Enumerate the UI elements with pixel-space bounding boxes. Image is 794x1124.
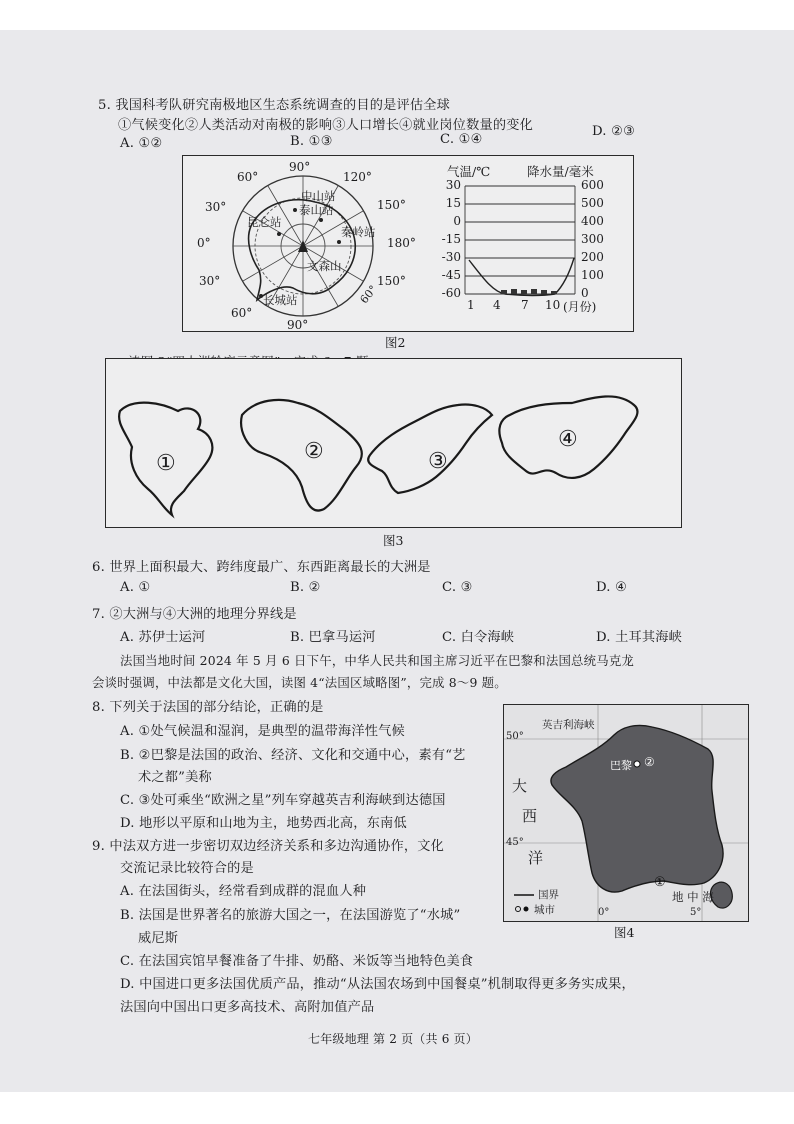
paris-label: 巴黎 <box>610 759 632 772</box>
map-lon-label: 150° <box>377 274 406 288</box>
q6-option-d: D. ④ <box>596 580 628 595</box>
figure-3-caption: 图3 <box>383 533 404 548</box>
q5-items: ①气候变化②人类活动对南极的影响③人口增长④就业岗位数量的变化 <box>118 118 534 133</box>
month-tick: 4 <box>493 298 501 312</box>
page-footer: 七年级地理 第 2 页（共 6 页） <box>308 1032 478 1046</box>
lat-50-label: 50° <box>506 731 524 742</box>
map-lon-label: 0° <box>197 236 211 250</box>
month-tick: 7 <box>521 298 529 312</box>
q5-option-a: A. ①② <box>120 136 163 151</box>
precip-tick: 600 <box>581 178 604 192</box>
q5-option-c: C. ①④ <box>440 132 483 147</box>
temp-tick: -60 <box>441 286 461 300</box>
month-tick: 1 <box>467 298 475 312</box>
temp-tick: -30 <box>441 250 461 264</box>
q8-option-d: D. 地形以平原和山地为主，地势西北高，东南低 <box>120 816 407 831</box>
q6-option-b: B. ② <box>290 580 321 595</box>
marker-2: ② <box>644 755 655 769</box>
continent-label-1: ① <box>156 451 176 476</box>
map-lon-label: 150° <box>377 198 406 212</box>
lat-45-label: 45° <box>506 837 524 848</box>
map-lon-label: 60° <box>237 170 259 184</box>
q9-option-c: C. 在法国宾馆早餐准备了牛排、奶酪、米饭等当地特色美食 <box>120 954 474 969</box>
english-channel-label: 英吉利海峡 <box>542 719 595 731</box>
continents-outline <box>106 359 681 527</box>
q5-option-b: B. ①③ <box>290 134 333 149</box>
map-lon-label: 60° <box>357 282 380 307</box>
temp-tick: -45 <box>441 268 461 282</box>
q6-option-c: C. ③ <box>442 580 473 595</box>
q9-option-a: A. 在法国街头，经常看到成群的混血人种 <box>120 884 367 899</box>
lon-5-label: 5° <box>690 907 702 918</box>
passage-line-1: 法国当地时间 2024 年 5 月 6 日下午，中华人民共和国主席习近平在巴黎和法国总统马克龙 <box>120 653 635 668</box>
station-changcheng: 长城站 <box>263 293 298 307</box>
figure-3 <box>105 358 682 528</box>
q9-option-b: B. 法国是世界著名的旅游大国之一，在法国游览了“水城” <box>120 908 461 923</box>
station-kunlun: 昆仑站 <box>247 215 282 229</box>
passage-line-2: 会谈时强调，中法都是文化大国，读图 4“法国区域略图”，完成 8～9 题。 <box>92 675 507 690</box>
legend-border-label: 国界 <box>538 889 559 901</box>
ocean-label-1: 大 <box>512 777 528 795</box>
q9-option-b-cont: 威尼斯 <box>138 931 179 946</box>
legend-city-label: 城市 <box>534 904 555 916</box>
temp-tick: 30 <box>445 178 461 192</box>
q7-option-c: C. 白令海峡 <box>442 630 515 645</box>
temp-tick: 15 <box>445 196 461 210</box>
figure-4-caption: 图4 <box>614 925 635 940</box>
precip-tick: 200 <box>581 250 604 264</box>
precip-tick: 100 <box>581 268 604 282</box>
precip-tick: 0 <box>581 286 589 300</box>
q7-stem: 7. ②大洲与④大洲的地理分界线是 <box>92 607 297 622</box>
temp-tick: 0 <box>453 214 461 228</box>
figure-2-caption: 图2 <box>385 335 406 350</box>
station-zhongshan: 中山站 <box>301 189 336 203</box>
lon-0-label: 0° <box>598 907 610 918</box>
temp-tick: -15 <box>441 232 461 246</box>
map-lon-label: 90° <box>289 160 311 174</box>
q9-stem: 9. 中法双方进一步密切双边经济关系和多边沟通协作，文化 <box>92 839 445 854</box>
figure-2 <box>182 155 634 332</box>
ocean-label-2: 西 <box>522 807 538 825</box>
map-lon-label: 180° <box>387 236 416 250</box>
mediterranean-label: 地 中 海 <box>672 890 714 904</box>
continent-label-3: ③ <box>428 449 448 474</box>
q6-stem: 6. 世界上面积最大、跨纬度最广、东西距离最长的大洲是 <box>92 560 431 575</box>
temp-axis-title: 气温/℃ <box>447 164 491 179</box>
q5-stem: 5. 我国科考队研究南极地区生态系统调查的目的是评估全球 <box>98 98 451 113</box>
q7-option-b: B. 巴拿马运河 <box>290 630 376 645</box>
station-taishan: 泰山站 <box>299 203 334 217</box>
map-lon-label: 120° <box>343 170 372 184</box>
q6-option-a: A. ① <box>120 580 151 595</box>
q7-option-d: D. 土耳其海峡 <box>596 630 683 645</box>
map-lon-label: 30° <box>199 274 221 288</box>
ocean-label-3: 洋 <box>528 849 544 867</box>
map-lon-label: 30° <box>205 200 227 214</box>
month-unit: (月份) <box>563 300 597 314</box>
q8-option-a: A. ①处气候温和湿润，是典型的温带海洋性气候 <box>120 724 405 739</box>
continent-label-2: ② <box>304 439 324 464</box>
map-lon-label: 60° <box>231 306 253 320</box>
q8-stem: 8. 下列关于法国的部分结论，正确的是 <box>92 700 324 715</box>
map-lon-label: 90° <box>287 318 309 332</box>
marker-1: ① <box>654 875 666 890</box>
q9-stem-cont: 交流记录比较符合的是 <box>120 861 254 876</box>
q8-option-b-cont: 术之都”美称 <box>138 770 212 785</box>
continent-label-4: ④ <box>558 427 578 452</box>
precip-tick: 300 <box>581 232 604 246</box>
figure-4 <box>503 704 749 922</box>
precip-tick: 500 <box>581 196 604 210</box>
q5-option-d: D. ②③ <box>592 124 636 139</box>
q8-option-c: C. ③处可乘坐“欧洲之星”列车穿越英吉利海峡到达德国 <box>120 793 446 808</box>
month-tick: 10 <box>545 298 561 312</box>
q8-option-b: B. ②巴黎是法国的政治、经济、文化和交通中心，素有“艺 <box>120 748 466 763</box>
vinson-peak: 文森山 <box>307 259 342 273</box>
q7-option-a: A. 苏伊士运河 <box>120 630 206 645</box>
precip-axis-title: 降水量/毫米 <box>527 164 594 179</box>
q9-option-d: D. 中国进口更多法国优质产品，推动“从法国农场到中国餐桌”机制取得更多务实成果， <box>120 977 635 992</box>
q9-option-d-cont: 法国向中国出口更多高技术、高附加值产品 <box>120 1000 375 1015</box>
precip-tick: 400 <box>581 214 604 228</box>
station-qinling: 秦岭站 <box>341 225 376 239</box>
